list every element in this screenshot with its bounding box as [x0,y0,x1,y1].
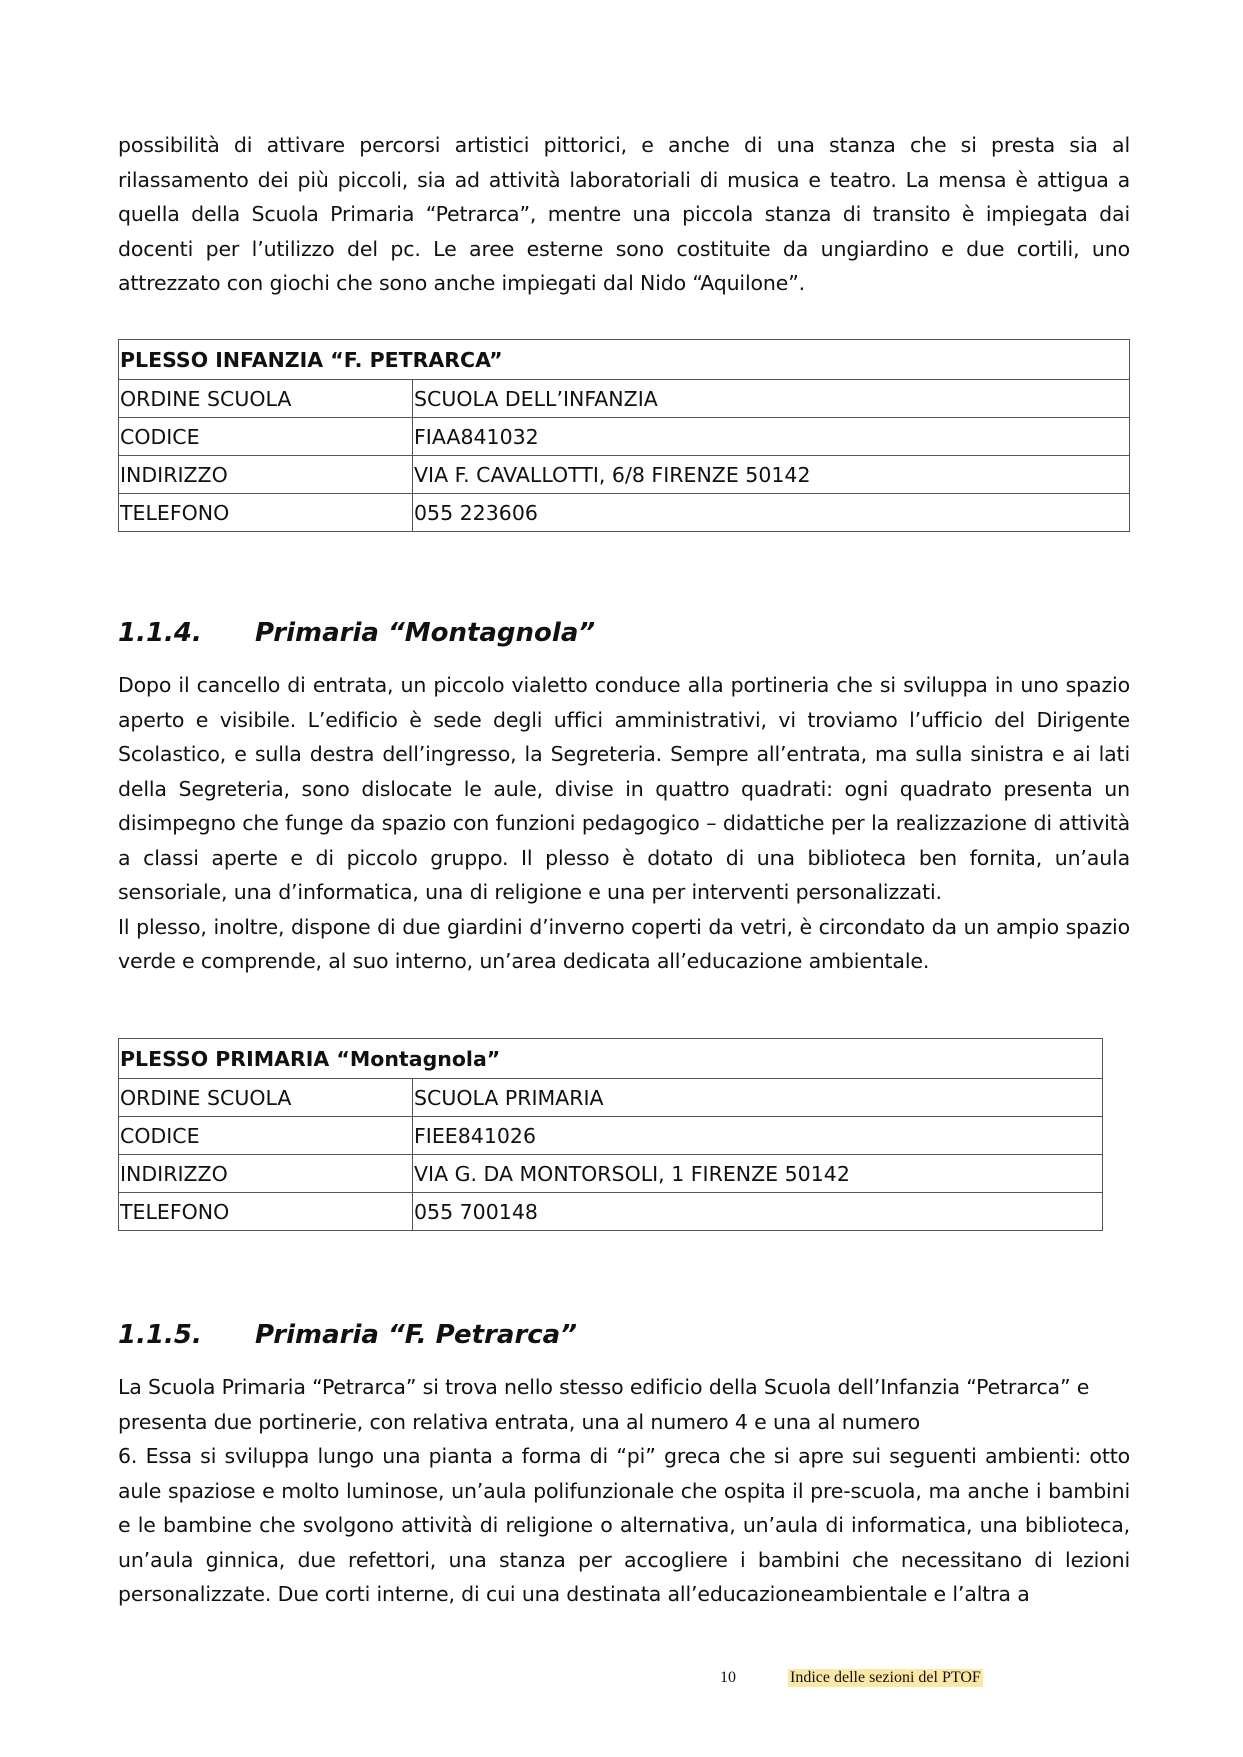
paragraph: Il plesso, inoltre, dispone di due giardini d’inverno coperti da vetri, è circondato da un ampio spazio verde e comprende, al suo interno, un’area dedicata all’educazione ambientale. [118,914,1130,973]
table-infanzia-petrarca [118,339,1130,532]
table-row [119,1193,1103,1231]
row-value: SCUOLA DELL’INFANZIA [413,380,1130,418]
row-value: SCUOLA PRIMARIA [413,1079,1103,1117]
paragraph: 6. Essa si sviluppa lungo una pianta a forma di “pi” greca che si apre sui seguenti ambienti: otto aule spaziose e molto luminose, un’aula polifunzionale che ospita il pre-scuola, ma anche i bambini e le bambine che svolgono attività di religione o alternativa, un’aula di informatica, una biblioteca, un’aula ginnica, due refettori, una stanza per accogliere i bambini che necessitano di lezioni personalizzate. Due corti interne, di cui una destinata all’educazioneambientale e l’altra a [118,1444,1130,1606]
section-heading-petrarca [118,1320,577,1350]
table-row [119,1155,1103,1193]
index-link[interactable]: Indice delle sezioni del PTOF [790,1669,981,1686]
row-value: VIA G. DA MONTORSOLI, 1 FIRENZE 50142 [413,1155,1103,1193]
section-title: Primaria “F. Petrarca” [255,1320,577,1350]
paragraph: La Scuola Primaria “Petrarca” si trova nello stesso edificio della Scuola dell’Infanzia “Petrarca” e presenta due portinerie, con relativa entrata, una al numero 4 e una al numero [118,1375,1090,1434]
row-value: FIEE841026 [413,1117,1103,1155]
row-value: 055 700148 [413,1193,1103,1231]
section-number: 1.1.4. [118,618,202,648]
section-title: Primaria “Montagnola” [255,618,596,648]
row-label: TELEFONO [119,1193,413,1231]
table-row [119,1117,1103,1155]
row-label: ORDINE SCUOLA [119,380,413,418]
table-primaria-montagnola [118,1038,1103,1231]
row-label: CODICE [119,1117,413,1155]
row-label: INDIRIZZO [119,1155,413,1193]
row-value: 055 223606 [413,494,1130,532]
section-heading-montagnola [118,618,595,648]
row-label: ORDINE SCUOLA [119,1079,413,1117]
table-row [119,1079,1103,1117]
table-title: PLESSO PRIMARIA “Montagnola” [119,1039,1103,1079]
table-row [119,380,1130,418]
table-title: PLESSO INFANZIA “F. PETRARCA” [119,340,1130,380]
table-row [119,456,1130,494]
table-row [119,494,1130,532]
row-label: TELEFONO [119,494,413,532]
intro-text [118,128,1130,301]
table-row [119,418,1130,456]
row-label: CODICE [119,418,413,456]
row-value: VIA F. CAVALLOTTI, 6/8 FIRENZE 50142 [413,456,1130,494]
section-montagnola-text [118,668,1130,979]
row-value: FIAA841032 [413,418,1130,456]
paragraph: Dopo il cancello di entrata, un piccolo vialetto conduce alla portineria che si sviluppa in uno spazio aperto e visibile. L’edificio è sede degli uffici amministrativi, vi troviamo l’ufficio del Dirigente Scolastico, e sulla destra dell’ingresso, la Segreteria. Sempre all’entrata, ma sulla sinistra e ai lati della Segreteria, sono dislocate le aule, divise in quattro quadrati: ogni quadrato presenta un disimpegno che funge da spazio con funzioni pedagogico – didattiche per la realizzazione di attività a classi aperte e di piccolo gruppo. Il plesso è dotato di una biblioteca ben fornita, un’aula sensoriale, una d’informatica, una di religione e una per interventi personalizzati. [118,673,1130,904]
intro-paragraph: possibilità di attivare percorsi artistici pittorici, e anche di una stanza che si presta sia al rilassamento dei più piccoli, sia ad attività laboratoriali di musica e teatro. La mensa è attigua a quella della Scuola Primaria “Petrarca”, mentre una piccola stanza di transito è impiegata dai docenti per l’utilizzo del pc. Le aree esterne sono costituite da ungiardino e due cortili, uno attrezzato con giochi che sono anche impiegati dal Nido “Aquilone”. [118,133,1130,295]
page-number: 10 [720,1669,736,1686]
row-label: INDIRIZZO [119,456,413,494]
section-number: 1.1.5. [118,1320,202,1350]
section-petrarca-text [118,1370,1130,1612]
